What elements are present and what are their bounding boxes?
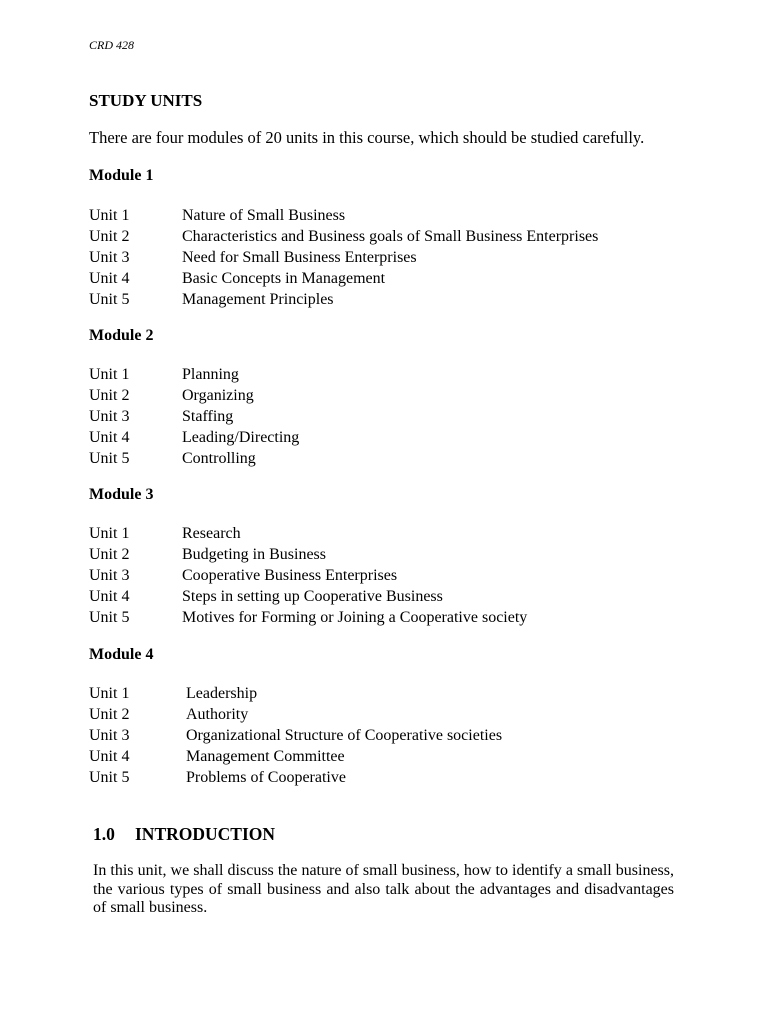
unit-title: Leading/Directing <box>182 428 300 446</box>
section-number: 1.0 <box>93 824 115 844</box>
unit-number: Unit 2 <box>89 545 130 563</box>
unit-number: Unit 1 <box>89 685 130 702</box>
study-units-intro: There are four modules of 20 units in this course, which should be studied carefully. <box>89 128 645 147</box>
introduction-paragraph: In this unit, we shall discuss the nature of small business, how to identify a small business, the various types of small business and also talk about the advantages and disadvantages of small business. <box>93 862 674 916</box>
unit-number: Unit 3 <box>89 248 130 266</box>
unit-number: Unit 5 <box>89 290 130 308</box>
unit-title: Steps in setting up Cooperative Business <box>182 587 443 605</box>
unit-title: Motives for Forming or Joining a Cooperative society <box>182 608 528 626</box>
unit-number: Unit 1 <box>89 525 130 542</box>
unit-title: Research <box>182 525 241 542</box>
unit-title: Basic Concepts in Management <box>182 269 386 287</box>
unit-title: Authority <box>186 705 249 723</box>
module-2-heading: Module 2 <box>89 327 154 344</box>
unit-number: Unit 2 <box>89 227 130 245</box>
study-units-title: STUDY UNITS <box>89 91 203 110</box>
unit-title: Organizing <box>182 386 254 404</box>
unit-number: Unit 3 <box>89 407 130 425</box>
module-1-heading: Module 1 <box>89 167 154 184</box>
unit-title: Leadership <box>186 685 258 702</box>
section-title: INTRODUCTION <box>135 824 276 844</box>
unit-title: Organizational Structure of Cooperative societies <box>186 726 503 744</box>
unit-title: Management Principles <box>182 290 334 308</box>
unit-title: Controlling <box>182 449 256 467</box>
unit-number: Unit 4 <box>89 269 130 287</box>
unit-title: Problems of Cooperative <box>186 768 346 786</box>
unit-title: Need for Small Business Enterprises <box>182 248 417 266</box>
unit-number: Unit 4 <box>89 747 130 765</box>
unit-title: Characteristics and Business goals of Small Business Enterprises <box>182 227 599 245</box>
unit-number: Unit 5 <box>89 608 130 626</box>
module-4-heading: Module 4 <box>89 646 154 663</box>
unit-number: Unit 4 <box>89 587 130 605</box>
unit-title: Staffing <box>182 407 234 425</box>
module-3-heading: Module 3 <box>89 486 154 503</box>
unit-number: Unit 5 <box>89 449 130 467</box>
unit-title: Budgeting in Business <box>182 545 327 563</box>
unit-number: Unit 4 <box>89 428 130 446</box>
unit-title: Cooperative Business Enterprises <box>182 566 398 584</box>
unit-number: Unit 2 <box>89 386 130 404</box>
unit-number: Unit 3 <box>89 566 130 584</box>
unit-number: Unit 2 <box>89 705 130 723</box>
unit-title: Management Committee <box>186 747 345 765</box>
unit-number: Unit 1 <box>89 366 130 383</box>
unit-title: Nature of Small Business <box>182 207 346 224</box>
introduction-heading <box>93 824 275 845</box>
course-code-header: CRD 428 <box>89 38 134 52</box>
unit-number: Unit 1 <box>89 207 130 224</box>
unit-title: Planning <box>182 366 239 383</box>
unit-number: Unit 5 <box>89 768 130 786</box>
unit-number: Unit 3 <box>89 726 130 744</box>
